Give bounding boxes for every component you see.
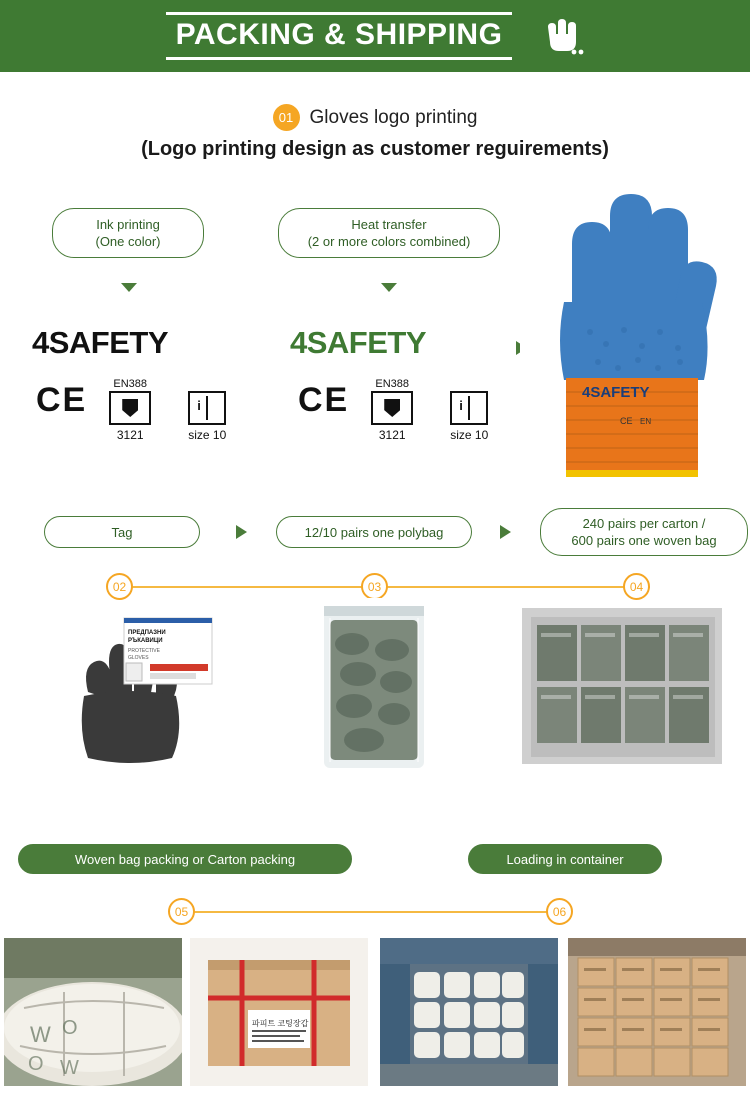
svg-text:4SAFETY: 4SAFETY [582,384,650,401]
chevron-down-icon [121,283,137,292]
step-badge-01: 01 [273,104,300,131]
svg-text:GLOVES: GLOVES [128,655,149,661]
carton-photo [522,608,722,764]
step-badge-02: 02 [106,573,133,600]
en388-label: EN388 [113,378,148,390]
logo-printing-title-row [0,104,750,131]
carton-box-photo [190,938,368,1086]
pill-tag: Tag [44,516,200,548]
logo-printing-subtitle: (Logo printing design as customer reguirements) [141,138,609,160]
container-loading-bales-photo [380,938,558,1086]
manual-block [173,378,241,442]
pill-carton-line1: 240 pairs per carton / [582,516,706,531]
en388-level: 3121 [378,428,406,442]
header-inner [166,12,585,60]
instruction-manual-icon: i [188,391,226,425]
size-label: size 10 [188,428,227,442]
container-loading-cartons-photo [568,938,746,1086]
svg-text:파피트 코팅장갑: 파피트 코팅장갑 [252,1019,309,1028]
shipping-photo-strip [0,938,750,1086]
tag-card-photo [58,600,214,780]
page-title: PACKING & SHIPPING [166,12,513,60]
glove-icon [538,13,584,59]
svg-text:W: W [60,1057,79,1079]
pill-loading-in-container: Loading in container [468,844,662,874]
step-connector-line-2 [190,911,560,913]
pill-heat-line2: (2 or more colors combined) [307,234,471,249]
ce-mark: CE [298,381,350,419]
ce-mark: CE [36,381,88,419]
svg-text:PROTECTIVE: PROTECTIVE [128,648,160,654]
pill-heat-transfer [278,208,500,258]
brand-mark-green: 4SAFETY [290,325,427,360]
shield-icon [109,391,151,425]
en388-block [99,378,161,442]
pill-carton-quantity [540,508,748,556]
en388-label: EN388 [375,378,410,390]
instruction-manual-icon: i [450,391,488,425]
pill-heat-line1: Heat transfer [351,217,427,232]
step-badge-05: 05 [168,898,195,925]
svg-text:W: W [30,1022,51,1047]
chevron-right-icon [500,525,511,539]
polybag-photo [300,598,450,778]
woven-bale-photo [4,938,182,1086]
step-badge-03: 03 [361,573,388,600]
logo-printing-title: Gloves logo printing [309,106,478,128]
step-badge-04: 04 [623,573,650,600]
size-label: size 10 [450,428,489,442]
pill-carton-line2: 600 pairs one woven bag [571,533,717,548]
brand-mark-black: 4SAFETY [32,325,169,360]
en388-level: 3121 [116,428,144,442]
pill-ink-line2: (One color) [95,234,161,249]
svg-text:O: O [62,1017,78,1039]
printed-glove-photo [520,182,732,492]
pill-polybag: 12/10 pairs one polybag [276,516,472,548]
en388-block [361,378,423,442]
page-header [0,0,750,72]
shield-icon [371,391,413,425]
pill-woven-or-carton-packing: Woven bag packing or Carton packing [18,844,352,874]
chevron-down-icon [381,283,397,292]
svg-text:O: O [28,1053,44,1075]
manual-block [435,378,503,442]
svg-text:ПРЕДПАЗНИ: ПРЕДПАЗНИ [128,630,166,636]
cert-marks-left [36,378,241,442]
svg-text:РЪКАВИЦИ: РЪКАВИЦИ [128,638,163,644]
svg-text:EN: EN [640,417,652,426]
pill-ink-line1: Ink printing [96,217,160,232]
svg-text:CE: CE [620,416,633,426]
step-badge-06: 06 [546,898,573,925]
cert-marks-right [298,378,503,442]
pill-ink-printing [52,208,204,258]
chevron-right-icon [236,525,247,539]
